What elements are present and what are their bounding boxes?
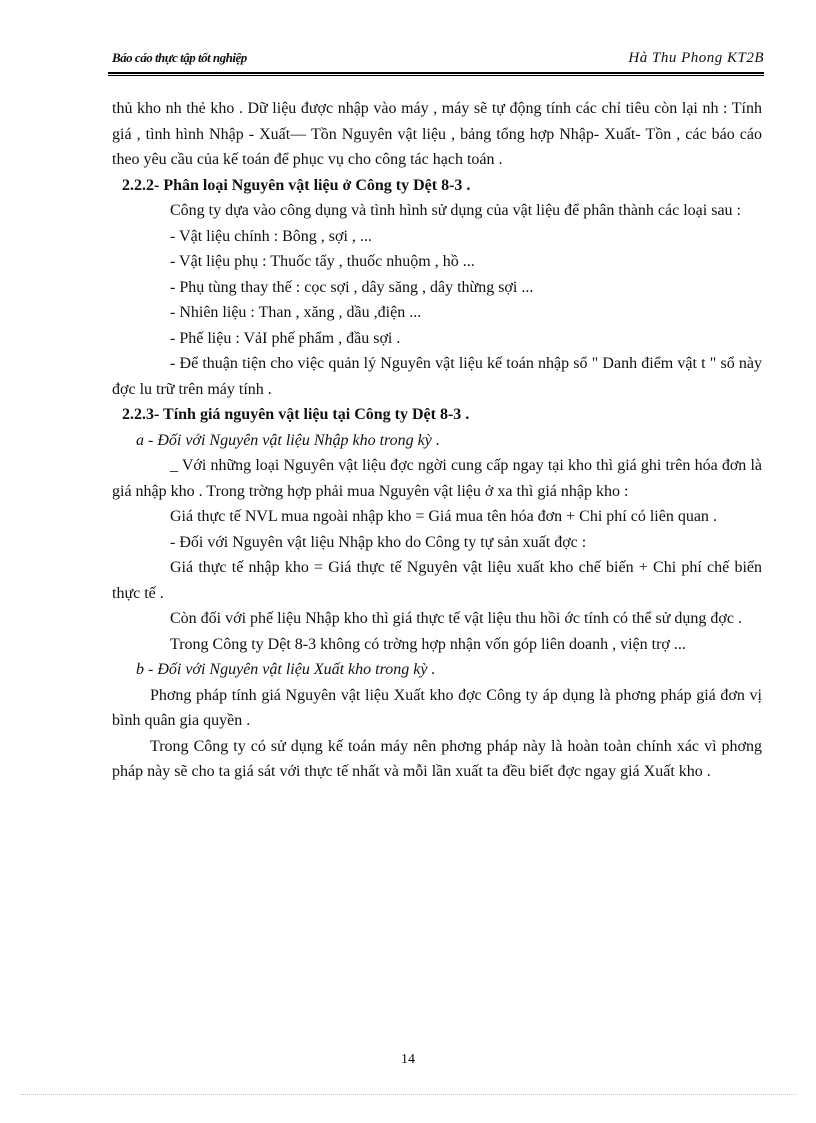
header-report-title: Báo cáo thực tập tốt nghiệp — [112, 50, 247, 65]
paragraph-formula-produced: Giá thực tế nhập kho = Giá thực tế Nguyên vật liệu xuất kho chế biến + Chi phí chế biến thực tế . — [112, 559, 762, 602]
list-item: - Phế liệu : VảI phế phẩm , đầu sợi . — [170, 329, 401, 347]
paragraph-accuracy: Trong Công ty có sử dụng kế toán máy nên phơng pháp này là hoàn toàn chính xác vì phơng pháp này sẽ cho ta giá sát với thực tế nhất và mỗi lần xuất ta đều biết đợc ngay giá Xuất kho . — [112, 737, 762, 780]
paragraph-purchase-price: _ Với những loại Nguyên vật liệu đợc ngời cung cấp ngay tại kho thì giá ghi trên hóa đơn là giá nhập kho . Trong trờng hợp phải mua Nguyên vật liệu ở xa thì giá nhập kho : — [112, 457, 762, 500]
list-item: - Nhiên liệu : Than , xăng , dầu ,điện ... — [170, 304, 422, 321]
header-rule — [108, 72, 764, 74]
page-number: 14 — [401, 1052, 415, 1067]
paragraph-catalog-note: - Để thuận tiện cho việc quản lý Nguyên vật liệu kế toán nhập sổ " Danh điểm vật t " sổ này đợc lu trữ trên máy tính . — [112, 355, 762, 398]
page-header — [112, 50, 764, 72]
page-body — [112, 96, 762, 785]
section-heading-2-2-3: 2.2.3- Tính giá nguyên vật liệu tại Công ty Dệt 8-3 . — [122, 406, 470, 423]
paragraph-self-produced: - Đối với Nguyên vật liệu Nhập kho do Công ty tự sản xuất đợc : — [170, 533, 587, 551]
subheading-b: b - Đối với Nguyên vật liệu Xuất kho trong kỳ . — [136, 661, 436, 678]
section-heading-2-2-2: 2.2.2- Phân loại Nguyên vật liệu ở Công ty Dệt 8-3 . — [122, 176, 471, 194]
header-author: Hà Thu Phong KT2B — [628, 50, 764, 66]
paragraph-formula-purchase: Giá thực tế NVL mua ngoài nhập kho = Giá mua tên hóa đơn + Chi phí có liên quan . — [170, 508, 717, 525]
paragraph-classification: Công ty dựa vào công dụng và tình hình sử dụng của vật liệu để phân thành các loại sau : — [170, 202, 741, 219]
page-bottom-border — [20, 1094, 796, 1095]
paragraph-no-capital: Trong Công ty Dệt 8-3 không có trờng hợp nhận vốn góp liên doanh , viện trợ ... — [170, 635, 686, 653]
header-rule-thin — [108, 75, 764, 76]
subheading-a: a - Đối với Nguyên vật liệu Nhập kho trong kỳ . — [136, 431, 440, 449]
paragraph-intro: thủ kho nh thẻ kho . Dữ liệu được nhập vào máy , máy sẽ tự động tính các chỉ tiêu còn lại nh : Tính giá , tình hình Nhập - Xuất— Tồn Nguyên vật liệu , bảng tổng hợp Nhập- Xuất- Tồn , các báo cáo theo yêu cầu của kế toán để phục vụ cho công tác hạch toán . — [112, 100, 762, 168]
paragraph-scrap: Còn đối với phế liệu Nhập kho thì giá thực tế vật liệu thu hồi ớc tính có thể sử dụng đợc . — [170, 610, 742, 627]
list-item: - Vật liệu chính : Bông , sợi , ... — [170, 227, 372, 245]
list-item: - Phụ tùng thay thế : cọc sợi , dây săng , dây thừng sợi ... — [170, 278, 534, 296]
paragraph-method: Phơng pháp tính giá Nguyên vật liệu Xuất kho đợc Công ty áp dụng là phơng pháp giá đơn vị bình quân gia quyền . — [112, 686, 762, 729]
list-item: - Vật liệu phụ : Thuốc tẩy , thuốc nhuộm , hồ ... — [170, 253, 475, 270]
